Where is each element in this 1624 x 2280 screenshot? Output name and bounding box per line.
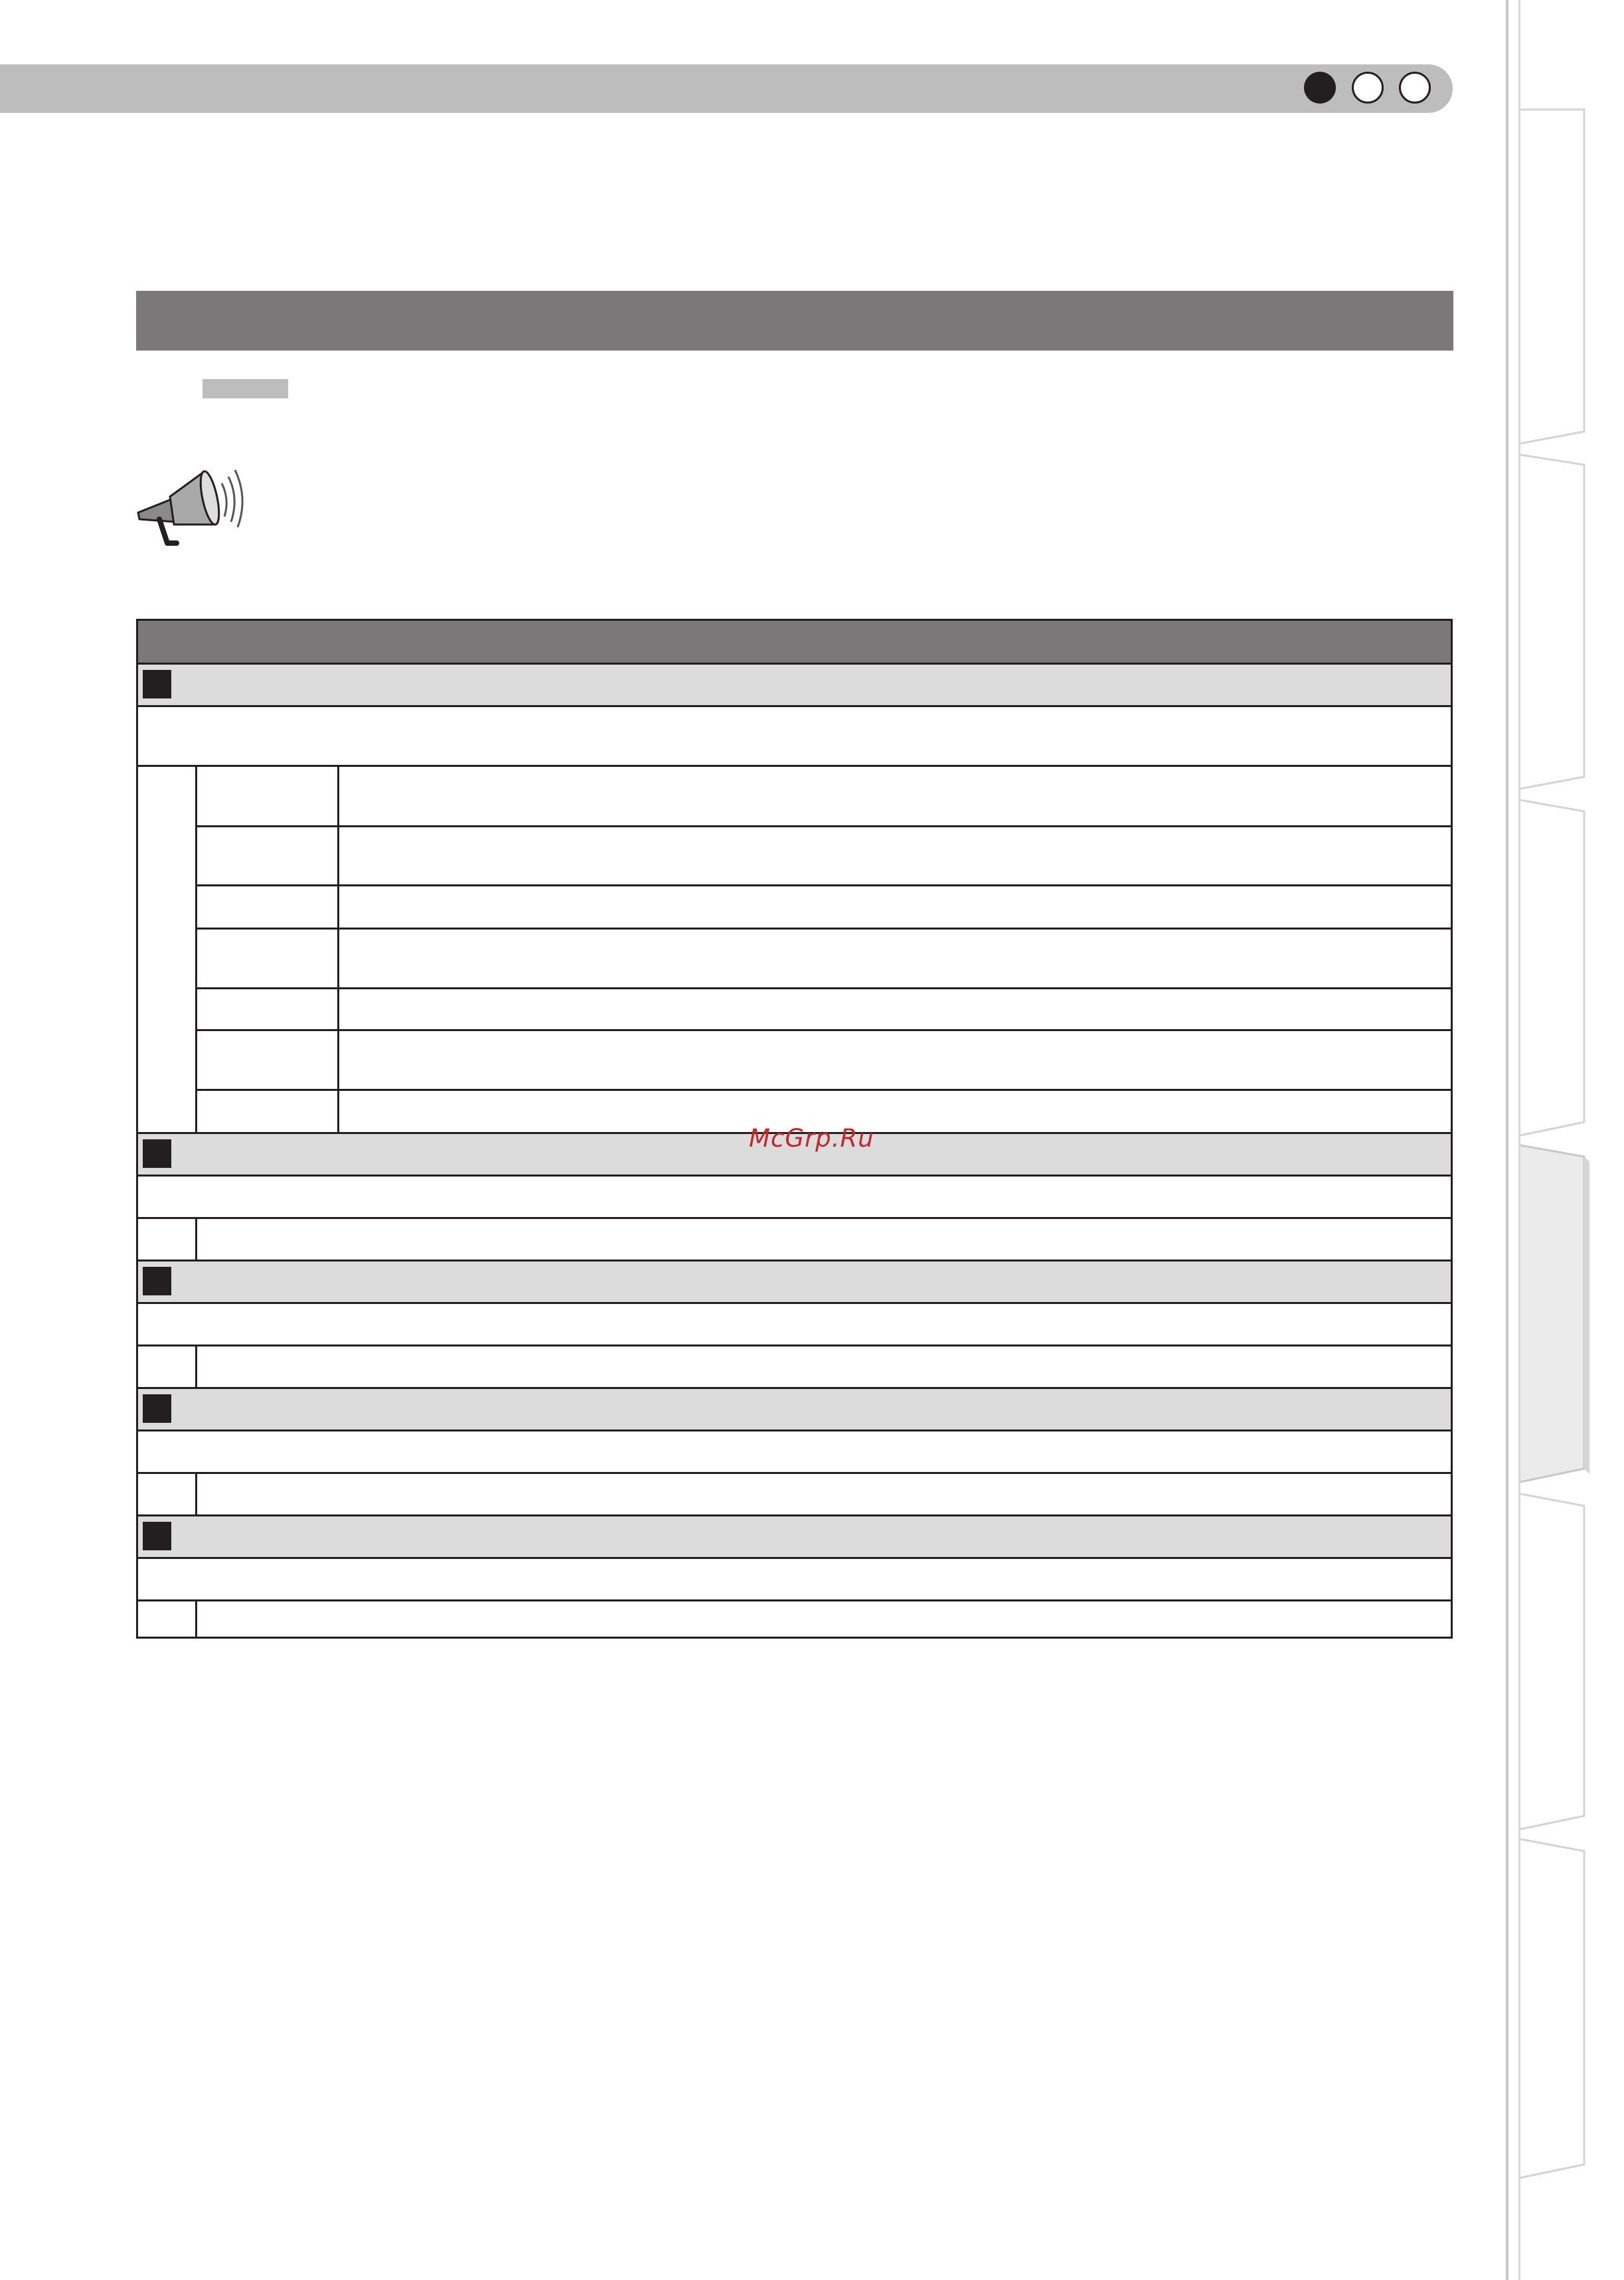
- side-tab-3: [1520, 800, 1584, 1135]
- side-tab-2: [1520, 455, 1584, 789]
- table-row: [195, 928, 1451, 930]
- table-description-row-4: [138, 1429, 1451, 1472]
- subsection-tag: [203, 379, 288, 398]
- megaphone-icon: [133, 458, 246, 551]
- column-divider: [195, 1474, 197, 1516]
- side-tab-5: [1520, 1494, 1584, 1829]
- section-heading-bar: [136, 291, 1453, 351]
- column-divider: [337, 767, 339, 1134]
- watermark-text: McGrp.Ru: [749, 1124, 874, 1153]
- column-divider: [195, 767, 197, 1134]
- table-option-row-2: [138, 1217, 1451, 1260]
- section-marker-2: [143, 1139, 171, 1168]
- side-tab-1: [1520, 110, 1584, 444]
- table-row: [195, 987, 1451, 989]
- header-band: [0, 64, 1453, 113]
- section-marker-3: [143, 1267, 171, 1295]
- section-marker-5: [143, 1522, 171, 1550]
- table-section-row-5: [138, 1514, 1451, 1557]
- column-divider: [195, 1601, 197, 1639]
- table-description-row-1: [138, 705, 1451, 765]
- table-row: [195, 1029, 1451, 1031]
- table-section-row-1: [138, 663, 1451, 705]
- table-description-row-2: [138, 1175, 1451, 1217]
- side-tab-4-active: [1520, 1145, 1589, 1482]
- table-description-row-5: [138, 1557, 1451, 1599]
- side-index-tabs: [1506, 0, 1624, 2280]
- table-section-row-4: [138, 1387, 1451, 1429]
- section-marker-1: [143, 670, 171, 698]
- page-indicator-dot-3: [1399, 72, 1431, 104]
- table-header-row: [138, 621, 1451, 663]
- table-option-row-3: [138, 1344, 1451, 1387]
- column-divider: [195, 1219, 197, 1262]
- table-option-row-5: [138, 1599, 1451, 1637]
- page-indicator-dot-1: [1304, 72, 1336, 104]
- table-row: [195, 884, 1451, 886]
- table-description-row-3: [138, 1302, 1451, 1344]
- side-tab-6: [1520, 1839, 1584, 2178]
- table-options-block-1: [138, 765, 1451, 1132]
- column-divider: [195, 1346, 197, 1389]
- table-row: [195, 1089, 1451, 1091]
- table-section-row-3: [138, 1260, 1451, 1302]
- table-row: [195, 825, 1451, 827]
- page-indicator-dot-2: [1352, 72, 1384, 104]
- table-option-row-4: [138, 1472, 1451, 1514]
- section-marker-4: [143, 1394, 171, 1423]
